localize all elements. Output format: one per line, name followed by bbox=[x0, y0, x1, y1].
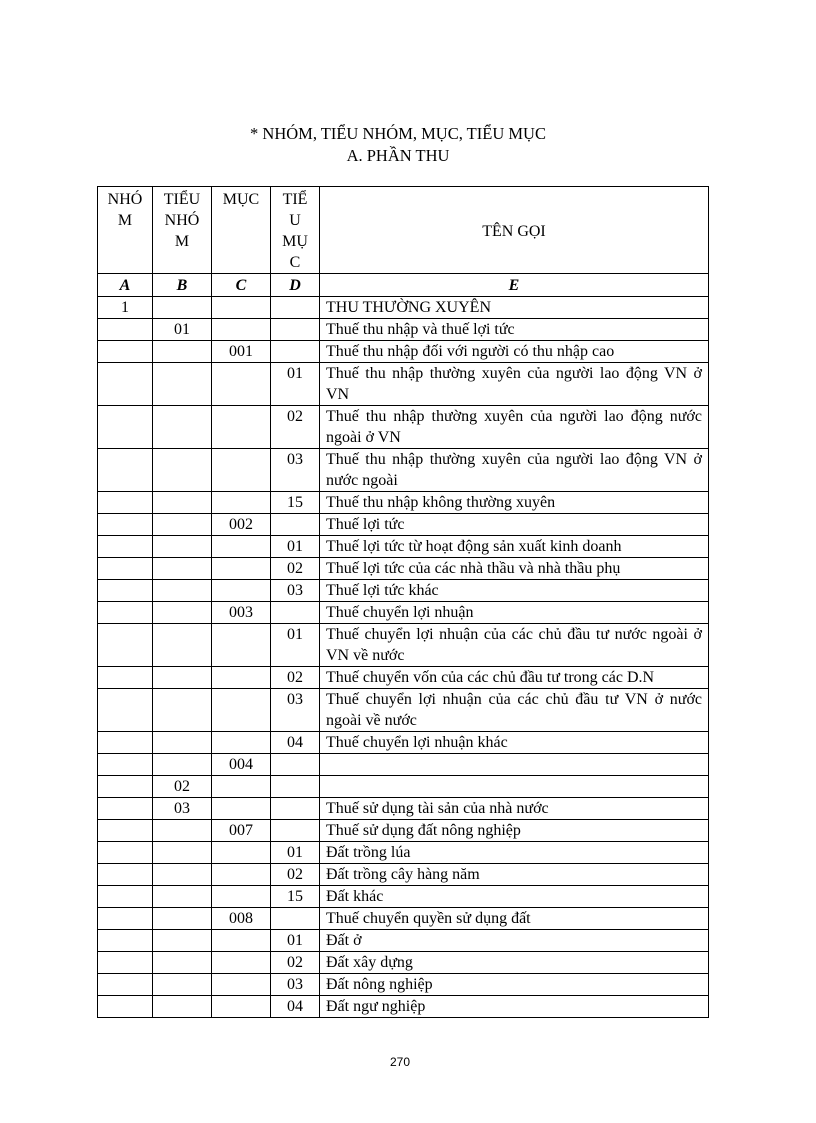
muc-cell bbox=[212, 842, 271, 864]
muc-cell: 008 bbox=[212, 908, 271, 930]
nhom-cell bbox=[98, 514, 153, 536]
tieu-nhom-cell bbox=[153, 974, 212, 996]
muc-cell: 007 bbox=[212, 820, 271, 842]
table-row bbox=[98, 319, 709, 341]
tieu-muc-cell: 01 bbox=[271, 363, 320, 406]
tieu-nhom-cell bbox=[153, 558, 212, 580]
table-row bbox=[98, 602, 709, 624]
muc-cell bbox=[212, 536, 271, 558]
tieu-muc-cell: 02 bbox=[271, 667, 320, 689]
letter-a: A bbox=[98, 274, 153, 297]
tieu-muc-cell: 02 bbox=[271, 558, 320, 580]
nhom-cell bbox=[98, 341, 153, 363]
muc-cell bbox=[212, 406, 271, 449]
table-row bbox=[98, 536, 709, 558]
ten-goi-cell: Đất nông nghiệp bbox=[320, 974, 709, 996]
tieu-muc-cell: 03 bbox=[271, 580, 320, 602]
nhom-cell bbox=[98, 996, 153, 1018]
muc-cell bbox=[212, 732, 271, 754]
nhom-cell bbox=[98, 754, 153, 776]
nhom-cell bbox=[98, 930, 153, 952]
tieu-nhom-cell bbox=[153, 297, 212, 319]
muc-cell bbox=[212, 558, 271, 580]
muc-cell: 001 bbox=[212, 341, 271, 363]
table-row bbox=[98, 558, 709, 580]
tieu-nhom-cell bbox=[153, 754, 212, 776]
nhom-cell bbox=[98, 689, 153, 732]
letter-b: B bbox=[153, 274, 212, 297]
muc-cell bbox=[212, 864, 271, 886]
tieu-nhom-cell bbox=[153, 536, 212, 558]
header-tieu-muc: TIỂ U MỤ C bbox=[271, 187, 320, 274]
ten-goi-cell: Thuế thu nhập đối với người có thu nhập cao bbox=[320, 341, 709, 363]
tieu-muc-cell: 01 bbox=[271, 930, 320, 952]
ten-goi-cell: Thuế thu nhập thường xuyên của người lao động VN ở nước ngoài bbox=[320, 449, 709, 492]
ten-goi-cell: Thuế lợi tức từ hoạt động sản xuất kinh doanh bbox=[320, 536, 709, 558]
table-row bbox=[98, 754, 709, 776]
tieu-muc-cell: 01 bbox=[271, 624, 320, 667]
header-row bbox=[98, 187, 709, 274]
muc-cell bbox=[212, 363, 271, 406]
tieu-muc-cell: 01 bbox=[271, 842, 320, 864]
muc-cell bbox=[212, 319, 271, 341]
table-row bbox=[98, 886, 709, 908]
nhom-cell bbox=[98, 406, 153, 449]
ten-goi-cell: Thuế chuyển lợi nhuận khác bbox=[320, 732, 709, 754]
table-row bbox=[98, 908, 709, 930]
muc-cell bbox=[212, 952, 271, 974]
tieu-nhom-cell bbox=[153, 514, 212, 536]
ten-goi-cell: Thuế chuyển lợi nhuận bbox=[320, 602, 709, 624]
nhom-cell bbox=[98, 319, 153, 341]
ten-goi-cell: Đất xây dựng bbox=[320, 952, 709, 974]
header-nhom: NHÓ M bbox=[98, 187, 153, 274]
table-row bbox=[98, 514, 709, 536]
nhom-cell bbox=[98, 842, 153, 864]
tieu-nhom-cell bbox=[153, 886, 212, 908]
tieu-muc-cell bbox=[271, 319, 320, 341]
table-row bbox=[98, 667, 709, 689]
nhom-cell bbox=[98, 974, 153, 996]
tieu-nhom-cell: 02 bbox=[153, 776, 212, 798]
nhom-cell bbox=[98, 798, 153, 820]
table-row bbox=[98, 689, 709, 732]
table-row bbox=[98, 864, 709, 886]
nhom-cell bbox=[98, 558, 153, 580]
tieu-nhom-cell bbox=[153, 996, 212, 1018]
tieu-muc-cell bbox=[271, 820, 320, 842]
nhom-cell bbox=[98, 732, 153, 754]
ten-goi-cell: THU THƯỜNG XUYÊN bbox=[320, 297, 709, 319]
page-number: 270 bbox=[389, 1055, 411, 1069]
nhom-cell bbox=[98, 624, 153, 667]
table-row bbox=[98, 974, 709, 996]
tieu-nhom-cell bbox=[153, 580, 212, 602]
tieu-nhom-cell bbox=[153, 624, 212, 667]
muc-cell bbox=[212, 930, 271, 952]
table-row bbox=[98, 449, 709, 492]
muc-cell: 002 bbox=[212, 514, 271, 536]
table-row bbox=[98, 930, 709, 952]
tieu-nhom-cell bbox=[153, 406, 212, 449]
ten-goi-cell: Thuế lợi tức của các nhà thầu và nhà thầu phụ bbox=[320, 558, 709, 580]
muc-cell bbox=[212, 776, 271, 798]
ten-goi-cell: Đất trồng lúa bbox=[320, 842, 709, 864]
muc-cell bbox=[212, 667, 271, 689]
letter-e: E bbox=[320, 274, 709, 297]
tieu-muc-cell: 04 bbox=[271, 996, 320, 1018]
muc-cell: 004 bbox=[212, 754, 271, 776]
ten-goi-cell: Thuế sử dụng tài sản của nhà nước bbox=[320, 798, 709, 820]
ten-goi-cell: Đất ngư nghiệp bbox=[320, 996, 709, 1018]
ten-goi-cell: Đất trồng cây hàng năm bbox=[320, 864, 709, 886]
tieu-muc-cell bbox=[271, 798, 320, 820]
tieu-nhom-cell bbox=[153, 732, 212, 754]
tieu-muc-cell bbox=[271, 341, 320, 363]
header-muc: MỤC bbox=[212, 187, 271, 274]
nhom-cell bbox=[98, 602, 153, 624]
tieu-nhom-cell bbox=[153, 449, 212, 492]
tieu-muc-cell: 15 bbox=[271, 492, 320, 514]
tieu-nhom-cell: 03 bbox=[153, 798, 212, 820]
muc-cell bbox=[212, 689, 271, 732]
table-row bbox=[98, 776, 709, 798]
ten-goi-cell: Đất ở bbox=[320, 930, 709, 952]
nhom-cell bbox=[98, 492, 153, 514]
table-row bbox=[98, 842, 709, 864]
table-body bbox=[98, 297, 709, 1018]
ten-goi-cell: Thuế chuyển lợi nhuận của các chủ đầu tư VN ở nước ngoài về nước bbox=[320, 689, 709, 732]
letter-d: D bbox=[271, 274, 320, 297]
ten-goi-cell: Thuế thu nhập và thuế lợi tức bbox=[320, 319, 709, 341]
letter-c: C bbox=[212, 274, 271, 297]
table-row bbox=[98, 820, 709, 842]
tieu-muc-cell: 02 bbox=[271, 952, 320, 974]
ten-goi-cell: Thuế sử dụng đất nông nghiệp bbox=[320, 820, 709, 842]
nhom-cell bbox=[98, 580, 153, 602]
table-row bbox=[98, 580, 709, 602]
tieu-muc-cell: 04 bbox=[271, 732, 320, 754]
ten-goi-cell: Thuế chuyển quyền sử dụng đất bbox=[320, 908, 709, 930]
tieu-muc-cell bbox=[271, 908, 320, 930]
muc-cell bbox=[212, 886, 271, 908]
muc-cell bbox=[212, 580, 271, 602]
ten-goi-cell bbox=[320, 776, 709, 798]
tieu-muc-cell: 02 bbox=[271, 406, 320, 449]
tieu-nhom-cell bbox=[153, 952, 212, 974]
ten-goi-cell: Thuế thu nhập thường xuyên của người lao động VN ở VN bbox=[320, 363, 709, 406]
nhom-cell bbox=[98, 820, 153, 842]
muc-cell bbox=[212, 449, 271, 492]
table-row bbox=[98, 363, 709, 406]
tieu-nhom-cell bbox=[153, 689, 212, 732]
table-row bbox=[98, 952, 709, 974]
ten-goi-cell bbox=[320, 754, 709, 776]
table-row bbox=[98, 297, 709, 319]
nhom-cell bbox=[98, 952, 153, 974]
document-title: * NHÓM, TIỂU NHÓM, MỤC, TIỂU MỤC bbox=[250, 124, 546, 143]
tieu-muc-cell: 03 bbox=[271, 689, 320, 732]
tieu-muc-cell bbox=[271, 776, 320, 798]
letter-row bbox=[98, 274, 709, 297]
muc-cell bbox=[212, 624, 271, 667]
nhom-cell bbox=[98, 908, 153, 930]
tieu-muc-cell: 15 bbox=[271, 886, 320, 908]
classification-table bbox=[97, 186, 709, 1018]
nhom-cell bbox=[98, 776, 153, 798]
muc-cell bbox=[212, 297, 271, 319]
table-row bbox=[98, 732, 709, 754]
muc-cell bbox=[212, 996, 271, 1018]
ten-goi-cell: Thuế lợi tức bbox=[320, 514, 709, 536]
ten-goi-cell: Thuế lợi tức khác bbox=[320, 580, 709, 602]
ten-goi-cell: Thuế thu nhập không thường xuyên bbox=[320, 492, 709, 514]
tieu-muc-cell bbox=[271, 602, 320, 624]
tieu-muc-cell bbox=[271, 754, 320, 776]
tieu-nhom-cell bbox=[153, 667, 212, 689]
header-tieu-nhom: TIỂU NHÓ M bbox=[153, 187, 212, 274]
tieu-muc-cell bbox=[271, 514, 320, 536]
nhom-cell bbox=[98, 886, 153, 908]
nhom-cell bbox=[98, 864, 153, 886]
muc-cell bbox=[212, 798, 271, 820]
tieu-nhom-cell: 01 bbox=[153, 319, 212, 341]
tieu-muc-cell: 03 bbox=[271, 974, 320, 996]
nhom-cell bbox=[98, 449, 153, 492]
tieu-nhom-cell bbox=[153, 842, 212, 864]
tieu-nhom-cell bbox=[153, 930, 212, 952]
muc-cell bbox=[212, 974, 271, 996]
nhom-cell: 1 bbox=[98, 297, 153, 319]
tieu-muc-cell: 01 bbox=[271, 536, 320, 558]
ten-goi-cell: Đất khác bbox=[320, 886, 709, 908]
nhom-cell bbox=[98, 363, 153, 406]
nhom-cell bbox=[98, 536, 153, 558]
nhom-cell bbox=[98, 667, 153, 689]
tieu-nhom-cell bbox=[153, 602, 212, 624]
table-row bbox=[98, 624, 709, 667]
table-row bbox=[98, 492, 709, 514]
table-row bbox=[98, 798, 709, 820]
tieu-nhom-cell bbox=[153, 341, 212, 363]
tieu-nhom-cell bbox=[153, 492, 212, 514]
tieu-nhom-cell bbox=[153, 864, 212, 886]
table-row bbox=[98, 341, 709, 363]
tieu-nhom-cell bbox=[153, 363, 212, 406]
tieu-nhom-cell bbox=[153, 820, 212, 842]
table-row bbox=[98, 406, 709, 449]
tieu-muc-cell: 03 bbox=[271, 449, 320, 492]
ten-goi-cell: Thuế thu nhập thường xuyên của người lao động nước ngoài ở VN bbox=[320, 406, 709, 449]
section-title: A. PHẦN THU bbox=[346, 146, 450, 165]
tieu-muc-cell bbox=[271, 297, 320, 319]
muc-cell bbox=[212, 492, 271, 514]
table-row bbox=[98, 996, 709, 1018]
tieu-muc-cell: 02 bbox=[271, 864, 320, 886]
header-ten-goi: TÊN GỌI bbox=[320, 187, 709, 274]
ten-goi-cell: Thuế chuyển vốn của các chủ đầu tư trong các D.N bbox=[320, 667, 709, 689]
muc-cell: 003 bbox=[212, 602, 271, 624]
ten-goi-cell: Thuế chuyển lợi nhuận của các chủ đầu tư nước ngoài ở VN về nước bbox=[320, 624, 709, 667]
tieu-nhom-cell bbox=[153, 908, 212, 930]
